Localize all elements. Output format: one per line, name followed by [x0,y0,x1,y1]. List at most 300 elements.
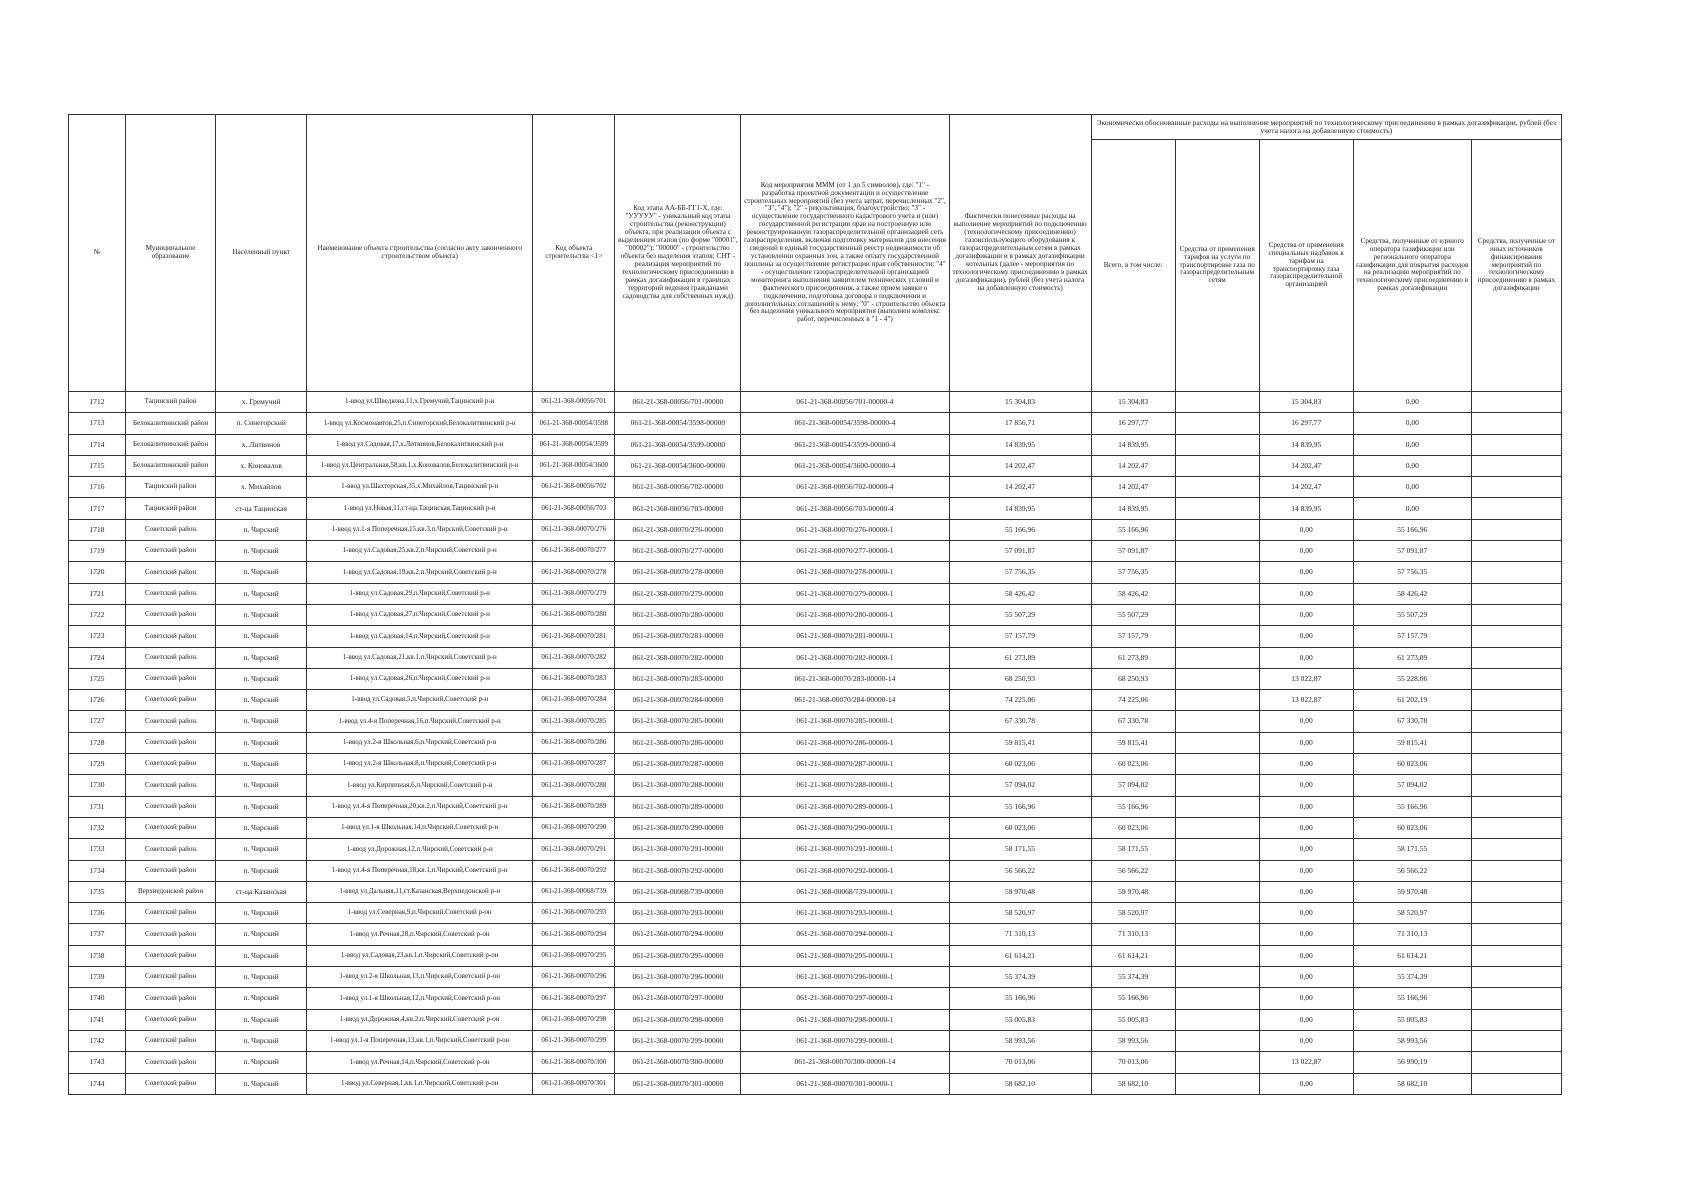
cell-single-operator: 0,00 [1353,477,1471,498]
cell-settlement: п. Чирский [216,1009,307,1030]
cell-special-markups: 0,00 [1259,1030,1353,1051]
cell-event-code: 061-21-368-00070/289-00000-1 [741,796,949,817]
cell-tariff-transport [1175,967,1259,988]
cell-stage-code: 061-21-368-00070/279-00000 [615,583,741,604]
cell-tariff-transport [1175,455,1259,476]
cell-object-name: 1-ввод ул.Садовая,5,п.Чирский,Советский р-н [307,690,533,711]
cell-actual-costs: 55 166,96 [949,988,1091,1009]
cell-special-markups: 13 022,87 [1259,1052,1353,1073]
table-row [69,392,1562,413]
cell-object-name: 1-ввод ул.Садовая,21,кв.1,п.Чирский,Советский р-н [307,647,533,668]
cell-settlement: п. Чирский [216,583,307,604]
cell-municipality: Тацинский район [126,392,216,413]
cell-other-sources [1471,1073,1561,1094]
cell-settlement: п. Чирский [216,1052,307,1073]
cell-single-operator: 57 157,79 [1353,626,1471,647]
costs-table [68,114,1562,1095]
cell-actual-costs: 70 013,06 [949,1052,1091,1073]
cell-object-code: 061-21-368-00054/3600 [533,455,615,476]
cell-actual-costs: 15 304,83 [949,392,1091,413]
cell-special-markups: 13 022,87 [1259,668,1353,689]
cell-settlement: п. Чирский [216,945,307,966]
cell-actual-costs: 55 005,83 [949,1009,1091,1030]
cell-municipality: Советский район [126,732,216,753]
table-row [69,413,1562,434]
cell-stage-code: 061-21-368-00070/283-00000 [615,668,741,689]
cell-other-sources [1471,1052,1561,1073]
cell-tariff-transport [1175,690,1259,711]
table-row [69,541,1562,562]
cell-stage-code: 061-21-368-00056/703-00000 [615,498,741,519]
cell-settlement: п. Чирский [216,604,307,625]
cell-single-operator: 0,00 [1353,455,1471,476]
cell-settlement: ст-ца Тацинская [216,498,307,519]
cell-event-code: 061-21-368-00070/277-00000-1 [741,541,949,562]
cell-single-operator: 58 993,56 [1353,1030,1471,1051]
cell-settlement: п. Чирский [216,690,307,711]
cell-num: 1731 [69,796,126,817]
cell-total: 55 166,96 [1091,519,1175,540]
cell-actual-costs: 59 815,41 [949,732,1091,753]
cell-actual-costs: 60 023,06 [949,754,1091,775]
cell-object-code: 061-21-368-00070/292 [533,860,615,881]
cell-special-markups: 0,00 [1259,647,1353,668]
cell-object-code: 061-21-368-00070/299 [533,1030,615,1051]
cell-settlement: п. Чирский [216,1030,307,1051]
table-row [69,988,1562,1009]
cell-object-name: 1-ввод ул.Садовая,25,кв.2,п.Чирский,Советский р-н [307,541,533,562]
cell-total: 14 839,95 [1091,498,1175,519]
cell-other-sources [1471,988,1561,1009]
cell-settlement: п. Чирский [216,562,307,583]
cell-actual-costs: 57 091,87 [949,541,1091,562]
cell-num: 1719 [69,541,126,562]
cell-stage-code: 061-21-368-00054/3599-00000 [615,434,741,455]
cell-stage-code: 061-21-368-00070/281-00000 [615,626,741,647]
table-row [69,604,1562,625]
header-municipality: Муниципальное образование [126,115,216,392]
cell-other-sources [1471,541,1561,562]
table-row [69,562,1562,583]
cell-stage-code: 061-21-368-00070/290-00000 [615,817,741,838]
cell-special-markups: 0,00 [1259,817,1353,838]
cell-event-code: 061-21-368-00070/284-00000-14 [741,690,949,711]
table-row [69,690,1562,711]
cell-municipality: Советский район [126,903,216,924]
cell-special-markups: 0,00 [1259,541,1353,562]
cell-num: 1713 [69,413,126,434]
cell-settlement: п. Чирский [216,647,307,668]
cell-stage-code: 061-21-368-00070/286-00000 [615,732,741,753]
cell-settlement: п. Чирский [216,711,307,732]
cell-num: 1736 [69,903,126,924]
cell-object-name: 1-ввод ул.Кирпичная,6,п.Чирский,Советский р-н [307,775,533,796]
cell-object-code: 061-21-368-00070/281 [533,626,615,647]
cell-municipality: Советский район [126,967,216,988]
cell-event-code: 061-21-368-00070/293-00000-1 [741,903,949,924]
cell-settlement: х. Коновалов [216,455,307,476]
cell-object-name: 1-ввод ул.Садовая,19,кв.2,п.Чирский,Советский р-н [307,562,533,583]
cell-settlement: х. Гремучий [216,392,307,413]
table-row [69,647,1562,668]
cell-municipality: Советский район [126,817,216,838]
cell-other-sources [1471,604,1561,625]
cell-other-sources [1471,392,1561,413]
cell-total: 61 273,89 [1091,647,1175,668]
cell-object-name: 1-ввод ул.Дорожная,12,п.Чирский,Советский р-н [307,839,533,860]
cell-other-sources [1471,711,1561,732]
cell-special-markups: 0,00 [1259,519,1353,540]
cell-actual-costs: 58 993,56 [949,1030,1091,1051]
cell-stage-code: 061-21-368-00070/282-00000 [615,647,741,668]
cell-single-operator: 61 614,21 [1353,945,1471,966]
cell-total: 57 091,87 [1091,541,1175,562]
cell-num: 1744 [69,1073,126,1094]
cell-special-markups: 0,00 [1259,775,1353,796]
cell-tariff-transport [1175,583,1259,604]
cell-tariff-transport [1175,562,1259,583]
cell-object-name: 1-ввод ул.Дальняя,11,ст.Казанская,Верхнедонской р-н [307,881,533,902]
cell-municipality: Советский район [126,945,216,966]
cell-event-code: 061-21-368-00070/281-00000-1 [741,626,949,647]
cell-other-sources [1471,668,1561,689]
cell-num: 1742 [69,1030,126,1051]
cell-special-markups: 14 202,47 [1259,477,1353,498]
cell-special-markups: 14 839,95 [1259,434,1353,455]
cell-special-markups: 0,00 [1259,562,1353,583]
cell-municipality: Белокалитвинский район [126,455,216,476]
cell-tariff-transport [1175,477,1259,498]
cell-total: 59 815,41 [1091,732,1175,753]
cell-other-sources [1471,1009,1561,1030]
cell-num: 1739 [69,967,126,988]
table-row [69,903,1562,924]
header-special-markups: Средства от применения специальных надбавок к тарифам на транспортировку газа газораспределительной организацией [1259,140,1353,392]
cell-settlement: п. Чирский [216,839,307,860]
cell-object-name: 1-ввод ул.1-я Школьная,12,п.Чирский,Советский р-он [307,988,533,1009]
cell-total: 55 166,96 [1091,988,1175,1009]
cell-object-name: 1-ввод ул.2-я Школьная,6,п.Чирский,Советский р-н [307,732,533,753]
cell-tariff-transport [1175,860,1259,881]
cell-total: 57 157,79 [1091,626,1175,647]
cell-event-code: 061-21-368-00070/282-00000-1 [741,647,949,668]
cell-stage-code: 061-21-368-00070/294-00000 [615,924,741,945]
cell-object-code: 061-21-368-00056/702 [533,477,615,498]
cell-event-code: 061-21-368-00070/280-00000-1 [741,604,949,625]
cell-object-code: 061-21-368-00070/282 [533,647,615,668]
table-header [69,115,1562,392]
cell-single-operator: 58 520,97 [1353,903,1471,924]
cell-event-code: 061-21-368-00070/286-00000-1 [741,732,949,753]
cell-object-code: 061-21-368-00070/295 [533,945,615,966]
cell-municipality: Советский район [126,860,216,881]
cell-other-sources [1471,924,1561,945]
cell-stage-code: 061-21-368-00070/292-00000 [615,860,741,881]
cell-total: 55 166,96 [1091,796,1175,817]
table-row [69,1009,1562,1030]
cell-num: 1734 [69,860,126,881]
cell-total: 55 005,83 [1091,1009,1175,1030]
cell-actual-costs: 55 166,96 [949,796,1091,817]
cell-other-sources [1471,967,1561,988]
cell-special-markups: 0,00 [1259,711,1353,732]
cell-actual-costs: 14 839,95 [949,434,1091,455]
cell-tariff-transport [1175,1030,1259,1051]
cell-tariff-transport [1175,668,1259,689]
cell-single-operator: 61 273,89 [1353,647,1471,668]
cell-object-code: 061-21-368-00070/286 [533,732,615,753]
cell-actual-costs: 56 566,22 [949,860,1091,881]
cell-stage-code: 061-21-368-00056/702-00000 [615,477,741,498]
cell-tariff-transport [1175,839,1259,860]
cell-actual-costs: 55 166,96 [949,519,1091,540]
cell-tariff-transport [1175,711,1259,732]
cell-stage-code: 061-21-368-00054/3600-00000 [615,455,741,476]
cell-num: 1743 [69,1052,126,1073]
cell-num: 1720 [69,562,126,583]
cell-num: 1729 [69,754,126,775]
cell-single-operator: 55 166,96 [1353,988,1471,1009]
cell-num: 1725 [69,668,126,689]
cell-settlement: п. Чирский [216,903,307,924]
cell-event-code: 061-21-368-00054/3600-00000-4 [741,455,949,476]
cell-single-operator: 0,00 [1353,413,1471,434]
table-row [69,732,1562,753]
cell-object-name: 1-ввод ул.Садовая,23,кв.1,п.Чирский,Советский р-он [307,945,533,966]
cell-special-markups: 0,00 [1259,583,1353,604]
cell-object-name: 1-ввод ул.Шахтерская,35,х.Михайлов,Тацинский р-н [307,477,533,498]
table-row [69,1073,1562,1094]
cell-tariff-transport [1175,754,1259,775]
cell-stage-code: 061-21-368-00054/3598-00000 [615,413,741,434]
cell-num: 1718 [69,519,126,540]
cell-object-name: 1-ввод ул.1-я Поперечная,13,кв.1,п.Чирский,Советский р-он [307,1030,533,1051]
cell-num: 1737 [69,924,126,945]
cell-num: 1728 [69,732,126,753]
cell-single-operator: 0,00 [1353,434,1471,455]
cell-object-name: 1-ввод ул.Космонавтов,25,п.Синегорский,Белокалитвинский р-н [307,413,533,434]
cell-tariff-transport [1175,732,1259,753]
cell-single-operator: 55 166,96 [1353,796,1471,817]
cell-special-markups: 0,00 [1259,796,1353,817]
cell-other-sources [1471,945,1561,966]
cell-special-markups: 13 022,87 [1259,690,1353,711]
cell-object-code: 061-21-368-00070/296 [533,967,615,988]
cell-tariff-transport [1175,647,1259,668]
cell-other-sources [1471,455,1561,476]
cell-object-code: 061-21-368-00056/703 [533,498,615,519]
cell-special-markups: 14 839,95 [1259,498,1353,519]
cell-actual-costs: 55 507,29 [949,604,1091,625]
cell-event-code: 061-21-368-00070/301-00000-1 [741,1073,949,1094]
cell-total: 14 202,47 [1091,477,1175,498]
cell-stage-code: 061-21-368-00070/295-00000 [615,945,741,966]
table-row [69,1030,1562,1051]
cell-single-operator: 55 005,83 [1353,1009,1471,1030]
cell-object-code: 061-21-368-00054/3598 [533,413,615,434]
table-row [69,924,1562,945]
header-event-code: Код мероприятия МММ (от 1 до 5 символов), где: "1" - разработка проектной документации и осуществление строительных мероприятий (без учета затрат, перечисленных "2", "3", "4"); "2" - рекультивация, благоустройство; "3" - осуществление государственного кадастрового учета и (или) государственной регистрации прав на построенную или реконструированную газораспределительной организацией сеть газораспределения, включая подготовку материалов для внесения сведений в единый государственный реестр недвижимости об установлении охранных зон, а также оплату государственной пошлины за осуществление регистрации прав собственности; "4" - осуществление газораспределительной организацией мониторинга выполнения заявителем технических условий и фактического присоединения, а также прием заявки о подключении, подготовка договора о подключении и дополнительных соглашений к нему; "0" - строительство объекта без выделения уникального мероприятия (выполнен комплекс работ, перечисленных в "1 - 4") [741,115,949,392]
table-row [69,711,1562,732]
cell-settlement: п. Чирский [216,967,307,988]
cell-num: 1717 [69,498,126,519]
cell-stage-code: 061-21-368-00070/299-00000 [615,1030,741,1051]
cell-municipality: Тацинский район [126,477,216,498]
cell-special-markups: 0,00 [1259,732,1353,753]
cell-other-sources [1471,903,1561,924]
cell-special-markups: 0,00 [1259,1073,1353,1094]
cell-object-code: 061-21-368-00054/3599 [533,434,615,455]
table-row [69,498,1562,519]
cell-settlement: п. Чирский [216,668,307,689]
cell-total: 74 225,06 [1091,690,1175,711]
header-total: Всего, в том числе: [1091,140,1175,392]
cell-num: 1721 [69,583,126,604]
cell-num: 1735 [69,881,126,902]
cell-total: 14 202,47 [1091,455,1175,476]
cell-single-operator: 57 091,87 [1353,541,1471,562]
header-object-code: Код объекта строительства <1> [533,115,615,392]
cell-stage-code: 061-21-368-00068/739-00000 [615,881,741,902]
cell-special-markups: 14 202,47 [1259,455,1353,476]
cell-total: 58 682,10 [1091,1073,1175,1094]
cell-num: 1732 [69,817,126,838]
cell-settlement: п. Чирский [216,541,307,562]
table-row [69,754,1562,775]
cell-special-markups: 0,00 [1259,881,1353,902]
cell-single-operator: 58 171,55 [1353,839,1471,860]
cell-other-sources [1471,839,1561,860]
cell-stage-code: 061-21-368-00070/293-00000 [615,903,741,924]
cell-event-code: 061-21-368-00070/288-00000-1 [741,775,949,796]
cell-num: 1716 [69,477,126,498]
cell-settlement: х. Литвинов [216,434,307,455]
cell-tariff-transport [1175,796,1259,817]
cell-object-name: 1-ввод ул.Садовая,17,х.Литвинов,Белокалитвинский р-н [307,434,533,455]
cell-total: 55 374,39 [1091,967,1175,988]
cell-total: 71 310,13 [1091,924,1175,945]
cell-object-name: 1-ввод ул.2-я Школьная,13,п.Чирский,Советский р-он [307,967,533,988]
cell-settlement: п. Чирский [216,796,307,817]
cell-stage-code: 061-21-368-00070/300-00000 [615,1052,741,1073]
cell-municipality: Белокалитвинский район [126,413,216,434]
cell-single-operator: 59 970,48 [1353,881,1471,902]
cell-special-markups: 0,00 [1259,924,1353,945]
cell-num: 1724 [69,647,126,668]
cell-total: 67 330,78 [1091,711,1175,732]
cell-stage-code: 061-21-368-00070/296-00000 [615,967,741,988]
cell-tariff-transport [1175,924,1259,945]
cell-actual-costs: 57 756,35 [949,562,1091,583]
cell-special-markups: 0,00 [1259,967,1353,988]
cell-settlement: п. Синегорский [216,413,307,434]
cell-other-sources [1471,860,1561,881]
cell-single-operator: 58 682,10 [1353,1073,1471,1094]
cell-tariff-transport [1175,1052,1259,1073]
cell-special-markups: 0,00 [1259,604,1353,625]
cell-actual-costs: 14 839,95 [949,498,1091,519]
cell-special-markups: 15 304,83 [1259,392,1353,413]
cell-actual-costs: 61 614,21 [949,945,1091,966]
cell-actual-costs: 57 094,02 [949,775,1091,796]
table-row [69,796,1562,817]
cell-municipality: Тацинский район [126,498,216,519]
cell-object-code: 061-21-368-00070/278 [533,562,615,583]
cell-num: 1726 [69,690,126,711]
cell-object-code: 061-21-368-00070/283 [533,668,615,689]
cell-event-code: 061-21-368-00070/287-00000-1 [741,754,949,775]
header-single-operator: Средства, полученные от единого оператора газификации или регионального оператора газификации для покрытия расходов на реализацию мероприятий по технологическому присоединению в рамках догазификации [1353,140,1471,392]
table-row [69,860,1562,881]
cell-total: 58 426,42 [1091,583,1175,604]
cell-event-code: 061-21-368-00054/3599-00000-4 [741,434,949,455]
cell-actual-costs: 17 856,71 [949,413,1091,434]
cell-other-sources [1471,690,1561,711]
cell-tariff-transport [1175,626,1259,647]
cell-municipality: Советский район [126,541,216,562]
cell-actual-costs: 74 225,06 [949,690,1091,711]
cell-total: 60 023,06 [1091,754,1175,775]
cell-tariff-transport [1175,903,1259,924]
cell-total: 60 023,06 [1091,817,1175,838]
cell-num: 1723 [69,626,126,647]
cell-event-code: 061-21-368-00070/291-00000-1 [741,839,949,860]
cell-municipality: Советский район [126,1030,216,1051]
cell-municipality: Советский район [126,519,216,540]
cell-object-code: 061-21-368-00070/289 [533,796,615,817]
cell-total: 58 993,56 [1091,1030,1175,1051]
cell-settlement: п. Чирский [216,626,307,647]
cell-num: 1714 [69,434,126,455]
cell-single-operator: 59 815,41 [1353,732,1471,753]
cell-stage-code: 061-21-368-00070/284-00000 [615,690,741,711]
cell-actual-costs: 14 202,47 [949,455,1091,476]
cell-stage-code: 061-21-368-00070/285-00000 [615,711,741,732]
header-num: № [69,115,126,392]
cell-actual-costs: 57 157,79 [949,626,1091,647]
table-body [69,392,1562,1095]
cell-num: 1733 [69,839,126,860]
header-tariff-transport: Средства от применения тарифов на услуги по транспортировке газа по газораспределительным сетям [1175,140,1259,392]
cell-actual-costs: 58 682,10 [949,1073,1091,1094]
cell-object-code: 061-21-368-00070/287 [533,754,615,775]
cell-municipality: Советский район [126,1052,216,1073]
cell-stage-code: 061-21-368-00070/277-00000 [615,541,741,562]
cell-municipality: Белокалитвинский район [126,434,216,455]
cell-total: 57 756,35 [1091,562,1175,583]
cell-municipality: Советский район [126,1073,216,1094]
cell-total: 15 304,83 [1091,392,1175,413]
cell-object-name: 1-ввод ул.Северная,9,п.Чирский,Советский р-он [307,903,533,924]
cell-municipality: Советский район [126,924,216,945]
cell-single-operator: 60 023,06 [1353,754,1471,775]
cell-tariff-transport [1175,817,1259,838]
cell-object-code: 061-21-368-00068/739 [533,881,615,902]
cell-settlement: х. Михайлов [216,477,307,498]
cell-stage-code: 061-21-368-00070/289-00000 [615,796,741,817]
cell-municipality: Советский район [126,668,216,689]
table-row [69,945,1562,966]
cell-object-name: 1-ввод ул.Северная,1,кв.1,п.Чирский,Советский р-он [307,1073,533,1094]
cell-other-sources [1471,519,1561,540]
cell-num: 1727 [69,711,126,732]
cell-tariff-transport [1175,413,1259,434]
cell-single-operator: 55 374,39 [1353,967,1471,988]
cell-other-sources [1471,477,1561,498]
cell-stage-code: 061-21-368-00070/301-00000 [615,1073,741,1094]
cell-object-name: 1-ввод ул.Речная,28,п.Чирский,Советский р-он [307,924,533,945]
cell-special-markups: 0,00 [1259,945,1353,966]
